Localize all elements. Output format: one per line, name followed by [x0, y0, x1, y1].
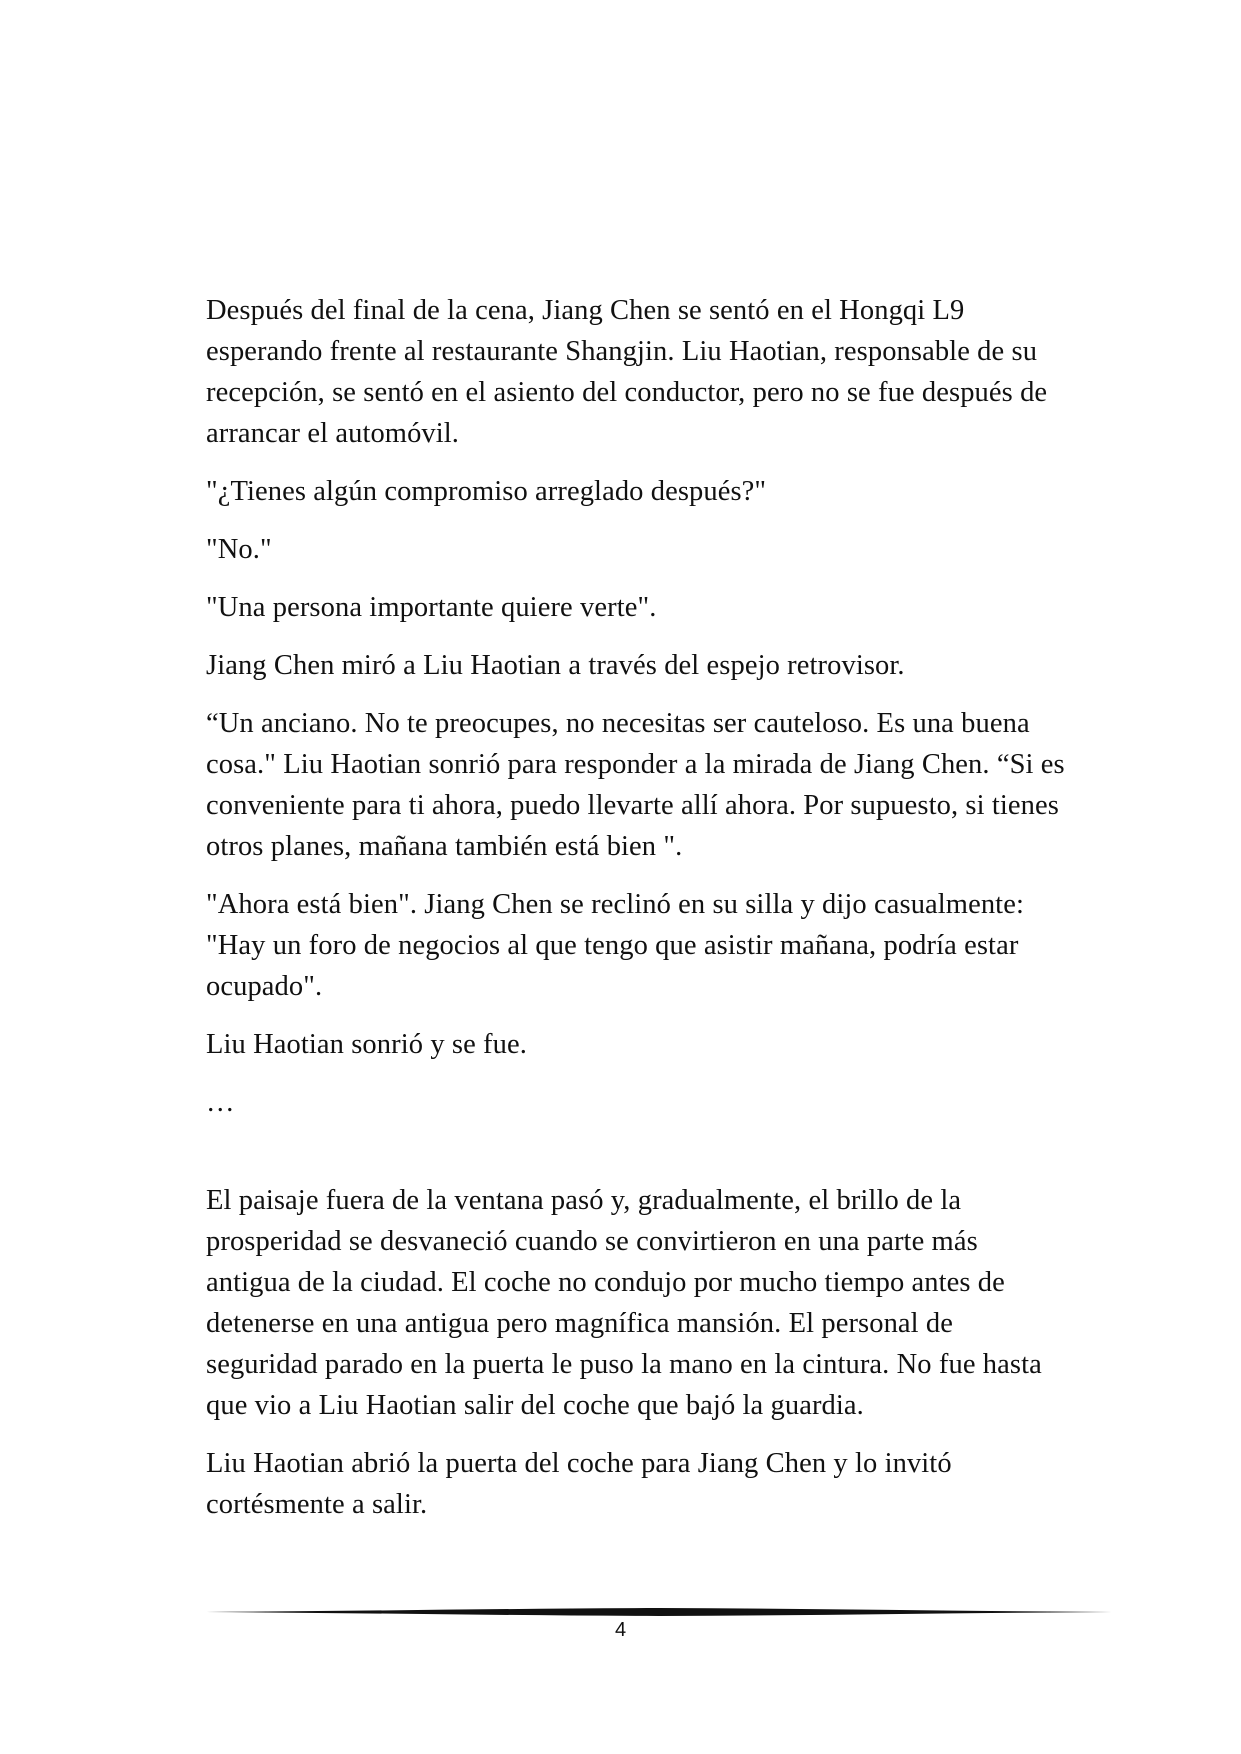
section-gap	[206, 1140, 1066, 1180]
scene-break: …	[206, 1087, 235, 1118]
footer-divider	[206, 1606, 1112, 1618]
paragraph: Después del final de la cena, Jiang Chen se sentó en el Hongqi L9 esperando frente al restaurante Shangjin. Liu Haotian, responsable de su recepción, se sentó en el asiento del conductor, pero no se fue después de arrancar el automóvil.	[206, 295, 1048, 449]
paragraph: Liu Haotian abrió la puerta del coche para Jiang Chen y lo invitó cortésmente a salir.	[206, 1448, 952, 1520]
paragraph: Jiang Chen miró a Liu Haotian a través del espejo retrovisor.	[206, 650, 905, 681]
page-body	[206, 290, 1066, 1542]
paragraph: “Un anciano. No te preocupes, no necesitas ser cauteloso. Es una buena cosa." Liu Haotian sonrió para responder a la mirada de Jiang Chen. “Si es conveniente para ti ahora, puedo llevarte allí ahora. Por supuesto, si tienes otros planes, mañana también está bien ".	[206, 708, 1065, 862]
paragraph: "Una persona importante quiere verte".	[206, 592, 657, 623]
paragraph: "Ahora está bien". Jiang Chen se reclinó en su silla y dijo casualmente: "Hay un foro de negocios al que tengo que asistir mañana, podría estar ocupado".	[206, 889, 1024, 1002]
page-number: 4	[614, 1619, 627, 1641]
paragraph: El paisaje fuera de la ventana pasó y, gradualmente, el brillo de la prosperidad se desvaneció cuando se convirtieron en una parte más antigua de la ciudad. El coche no condujo por mucho tiempo antes de detenerse en una antigua pero magnífica mansión. El personal de seguridad parado en la puerta le puso la mano en la cintura. No fue hasta que vio a Liu Haotian salir del coche que bajó la guardia.	[206, 1185, 1042, 1421]
paragraph: "No."	[206, 534, 272, 565]
paragraph: Liu Haotian sonrió y se fue.	[206, 1029, 527, 1060]
paragraph: "¿Tienes algún compromiso arreglado después?"	[206, 476, 767, 507]
